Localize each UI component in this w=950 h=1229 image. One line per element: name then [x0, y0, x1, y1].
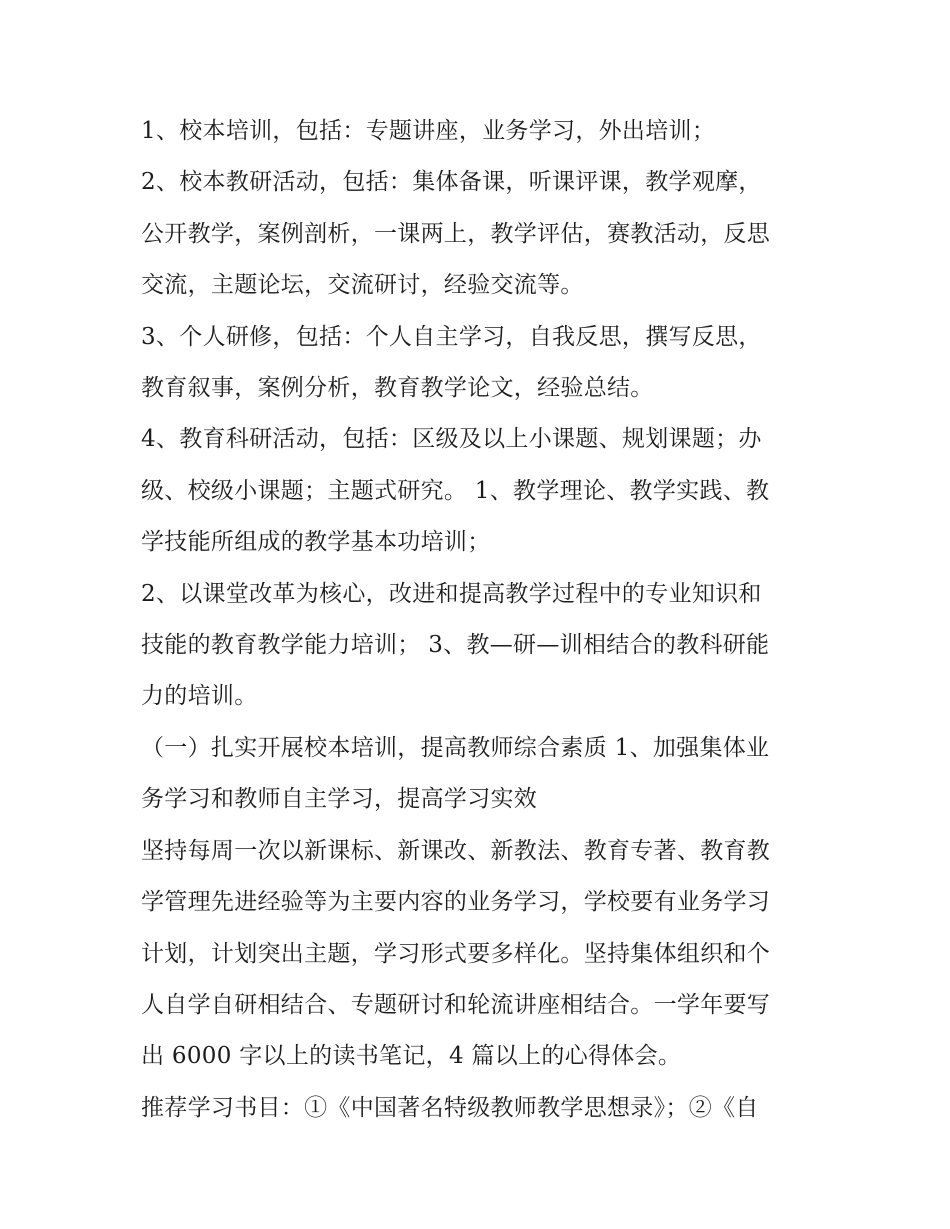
text-line: 教育叙事，案例分析，教育教学论文，经验总结。: [141, 375, 654, 402]
text-line: 学技能所组成的教学基本功培训；: [141, 529, 491, 556]
text-line: （一）扎实开展校本培训，提高教师综合素质 1、加强集体业: [141, 734, 770, 761]
text-line: 2、以课堂改革为核心，改进和提高教学过程中的专业知识和: [141, 580, 762, 607]
text-line: 交流，主题论坛，交流研讨，经验交流等。: [141, 272, 584, 299]
text-line: 出 6000 字以上的读书笔记，4 篇以上的心得体会。: [141, 1043, 682, 1070]
text-line: 1、校本培训，包括：专题讲座，业务学习，外出培训；: [141, 118, 716, 144]
document-body: [141, 106, 821, 1134]
text-line: 推荐学习书目：①《中国著名特级教师教学思想录》；②《自: [141, 1094, 759, 1121]
text-line: 公开教学，案例剖析，一课两上，教学评估，赛教活动，反思: [141, 220, 771, 247]
text-line: 4、教育科研活动，包括：区级及以上小课题、规划课题；办: [141, 426, 762, 453]
text-line: 力的培训。: [141, 683, 258, 710]
text-line: 坚持每周一次以新课标、新课改、新教法、教育专著、教育教: [141, 837, 771, 864]
text-line: 人自学自研相结合、专题研讨和轮流讲座相结合。一学年要写: [141, 991, 771, 1018]
text-line: 务学习和教师自主学习，提高学习实效: [141, 786, 538, 813]
text-line: 2、校本教研活动，包括：集体备课，听课评课，教学观摩，: [141, 169, 762, 196]
text-line: 3、个人研修，包括：个人自主学习，自我反思，撰写反思，: [141, 323, 762, 350]
text-line: 学管理先进经验等为主要内容的业务学习，学校要有业务学习: [141, 889, 771, 916]
text-line: 技能的教育教学能力培训； 3、教—研—训相结合的教科研能: [141, 632, 770, 659]
text-line: 级、校级小课题；主题式研究。 1、教学理论、教学实践、教: [141, 477, 770, 504]
text-line: 计划，计划突出主题，学习形式要多样化。坚持集体组织和个: [141, 940, 771, 967]
